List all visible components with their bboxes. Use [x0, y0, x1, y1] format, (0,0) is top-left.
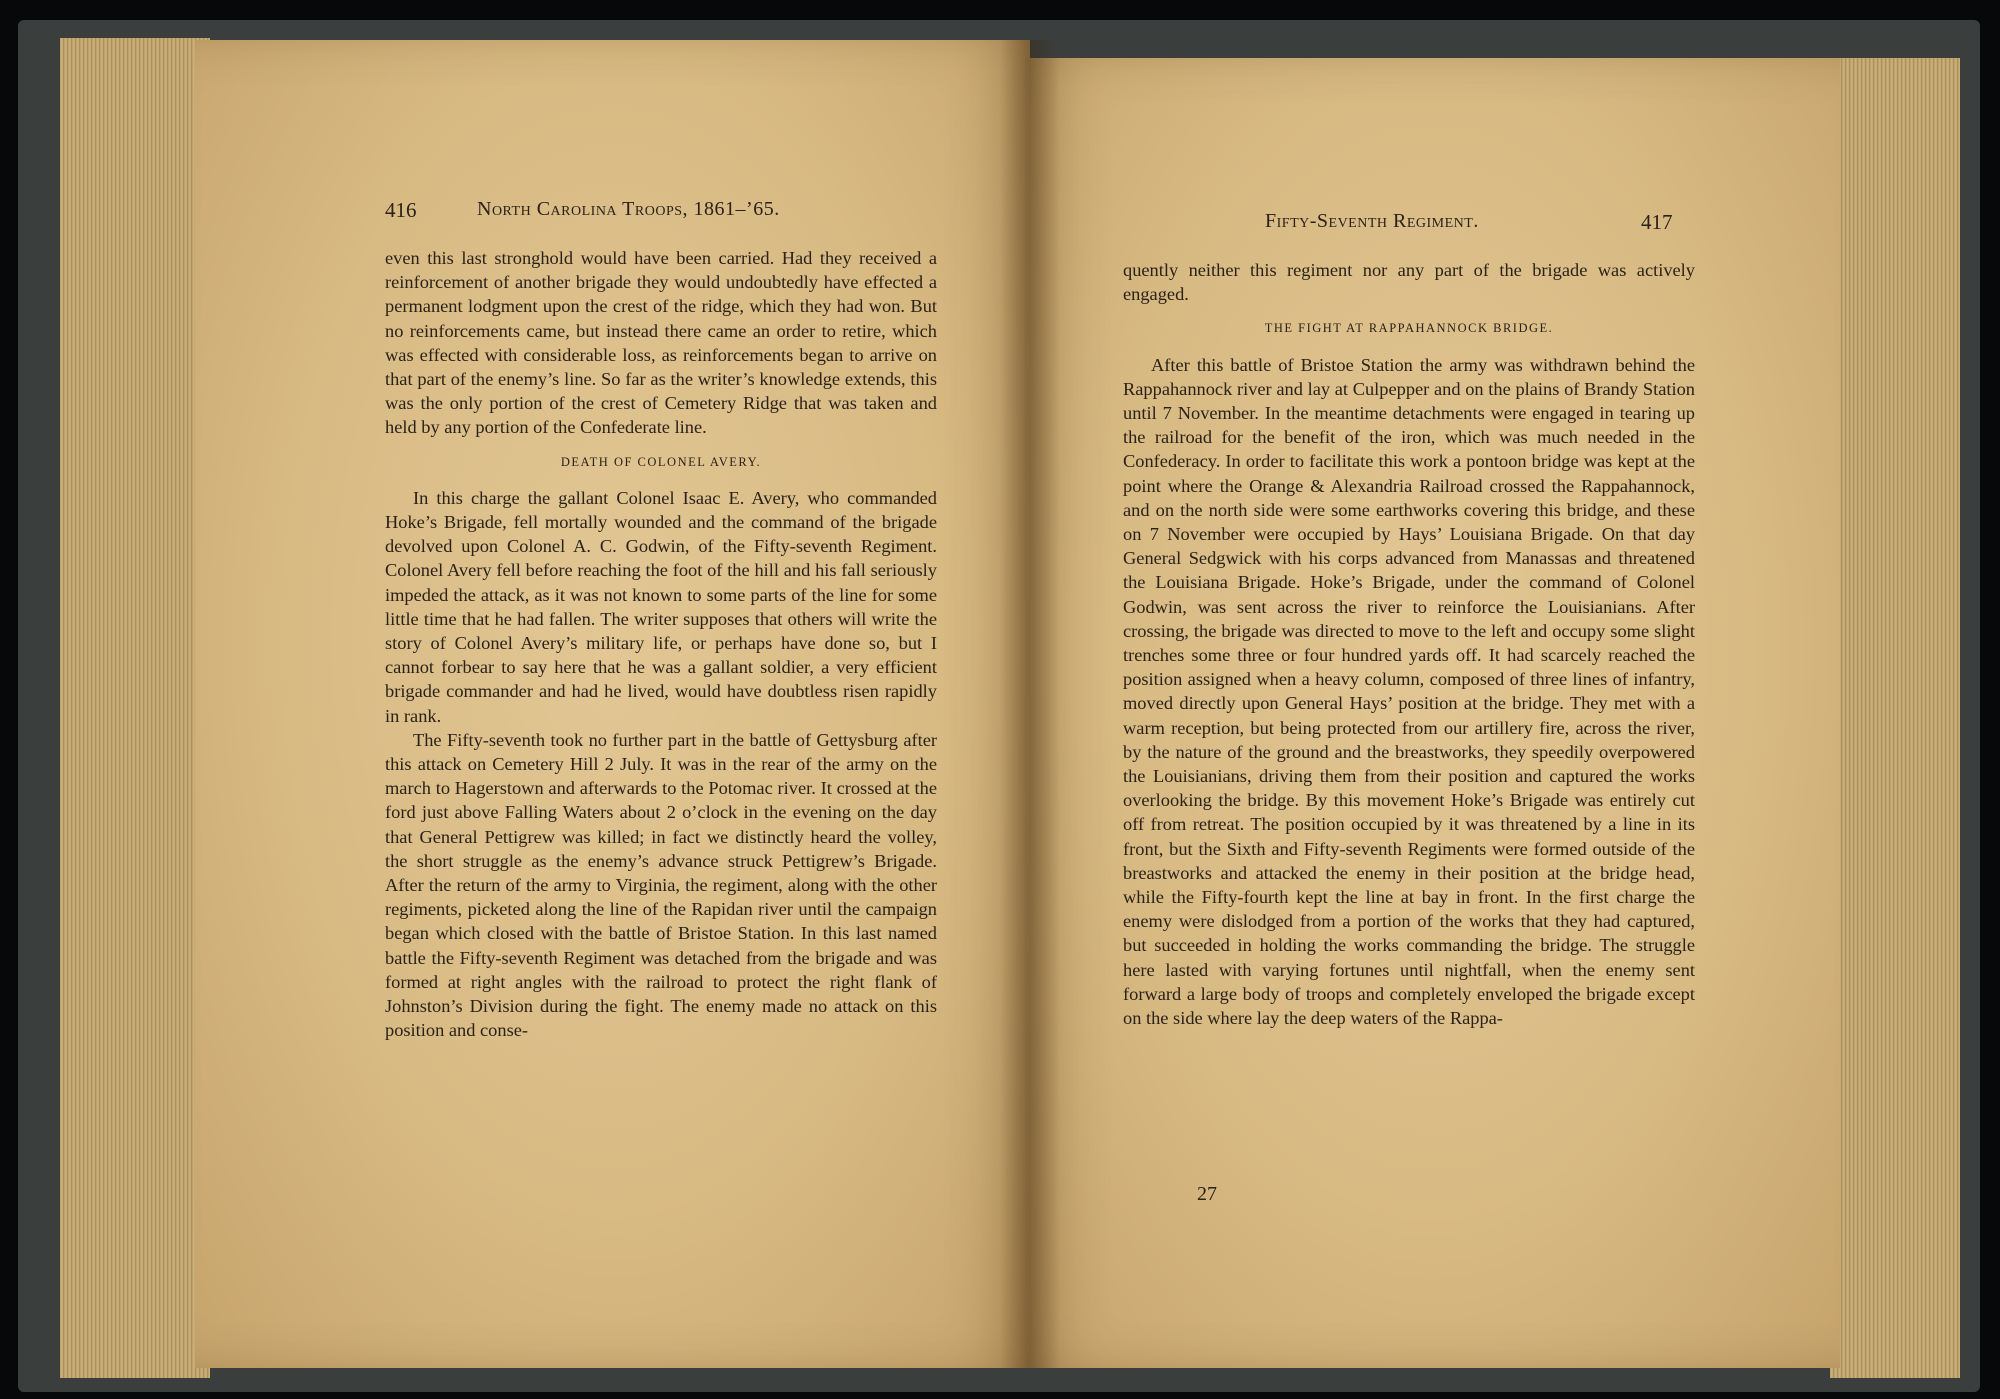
paragraph-2: After this battle of Bristoe Station the army was withdrawn behind the Rappahannock river and lay at Culpepper and on the plains of Brandy Station until 7 November. In the meantime detachments were engaged in tearing up the railroad for the benefit of the iron, which was much needed in the Confederacy. In order to facilitate this work a pontoon bridge was kept at the point where the Orange & Alexandria Railroad crossed the Rappahannock, and on the north side were some earthworks covering this bridge, and these on 7 November were occupied by Hays’ Louisiana Brigade. On that day General Sedgwick with his corps advanced from Manassas and threatened the Louisiana Brigade. Hoke’s Brigade, under the command of Colonel Godwin, was sent across the river to reinforce the Louisianians. After crossing, the brigade was directed to move to the left and occupy some slight trenches some three or four hundred yards off. It had scarcely reached the position assigned when a heavy column, composed of three lines of infantry, moved directly upon General Hays’ position at the bridge. They met with a warm reception, but being protected from our artillery fire, across the river, by the nature of the ground and the breastworks, they speedily overpowered the Louisianians, driving them from their position and captured the works overlooking the bridge. By this movement Hoke’s Brigade was entirely cut off from retreat. The position occupied by it was threatened by a line in its front, but the Sixth and Fifty-seventh Regiments were formed outside of the breastworks and attacked the enemy in their position at the bridge head, while the Fifty-fourth kept the line at bay in front. In the first charge the enemy were dislodged from a portion of the works that they had captured, but succeeded in holding the works commanding the bridge. The struggle here lasted with varying fortunes until nightfall, when the enemy sent forward a large body of troops and completely enveloped the brigade except on the side where lay the deep waters of the Rappa- [1123, 354, 1695, 1029]
paragraph-1: quently neither this regiment nor any part of the brigade was actively engaged. [1123, 260, 1695, 305]
left-page [195, 40, 1030, 1368]
page-number-416: 416 [385, 198, 417, 222]
running-head-right: Fifty-Seventh Regiment. [1265, 210, 1479, 232]
paragraph-2: In this charge the gallant Colonel Isaac E. Avery, who commanded Hoke’s Brigade, fell mortally wounded and the command of the brigade devolved upon Colonel A. C. Godwin, of the Fifty-seventh Regiment. Colonel Avery fell before reaching the foot of the hill and his fall seriously impeded the attack, as it was not known to some parts of the line for some little time that he had fallen. The writer supposes that others will write the story of Colonel Avery’s military life, or perhaps have done so, but I cannot forbear to say here that he was a gallant soldier, a very efficient brigade commander and had he lived, would have doubtless risen rapidly in rank. [385, 487, 937, 726]
left-page-edges [60, 38, 210, 1378]
paragraph-3: The Fifty-seventh took no further part in the battle of Gettysburg after this attack on Cemetery Hill 2 July. It was in the rear of the army on the march to Hagerstown and afterwards to the Potomac river. It crossed at the ford just above Falling Waters about 2 o’clock in the evening on the day that General Pettigrew was killed; in fact we distinctly heard the volley, the short struggle as the enemy’s advance struck Pettigrew’s Brigade. After the return of the army to Virginia, the regiment, along with the other regiments, picketed along the line of the Rapidan river until the campaign began which closed with the battle of Bristoe Station. In this last named battle the Fifty-seventh Regiment was detached from the brigade and was formed at right angles with the railroad to protect the right flank of Johnston’s Division during the fight. The enemy made no attack on this position and conse- [385, 729, 937, 1041]
right-page [1025, 58, 1840, 1368]
left-page-body [385, 246, 937, 1043]
paragraph-1: even this last stronghold would have been carried. Had they received a reinforcement of another brigade they would undoubtedly have effected a permanent lodgment upon the crest of the ridge, which they had won. But no reinforcements came, but instead there came an order to retire, which was effected with considerable loss, as reinforcements began to arrive on that part of the enemy’s line. So far as the writer’s knowledge extends, this was the only portion of the crest of Cemetery Ridge that was taken and held by any portion of the Confederate line. [385, 248, 937, 438]
subheading-fight-at-rappahannock-bridge: THE FIGHT AT RAPPAHANNOCK BRIDGE. [1264, 321, 1554, 336]
signature-mark: 27 [1197, 1183, 1217, 1205]
right-page-body [1123, 258, 1695, 1030]
subheading-death-of-colonel-avery: DEATH OF COLONEL AVERY. [560, 454, 762, 469]
running-head-left: North Carolina Troops, 1861–’65. [477, 198, 780, 220]
page-number-417: 417 [1641, 210, 1673, 234]
right-page-edges [1830, 58, 1960, 1378]
book-gutter [1000, 40, 1060, 1368]
